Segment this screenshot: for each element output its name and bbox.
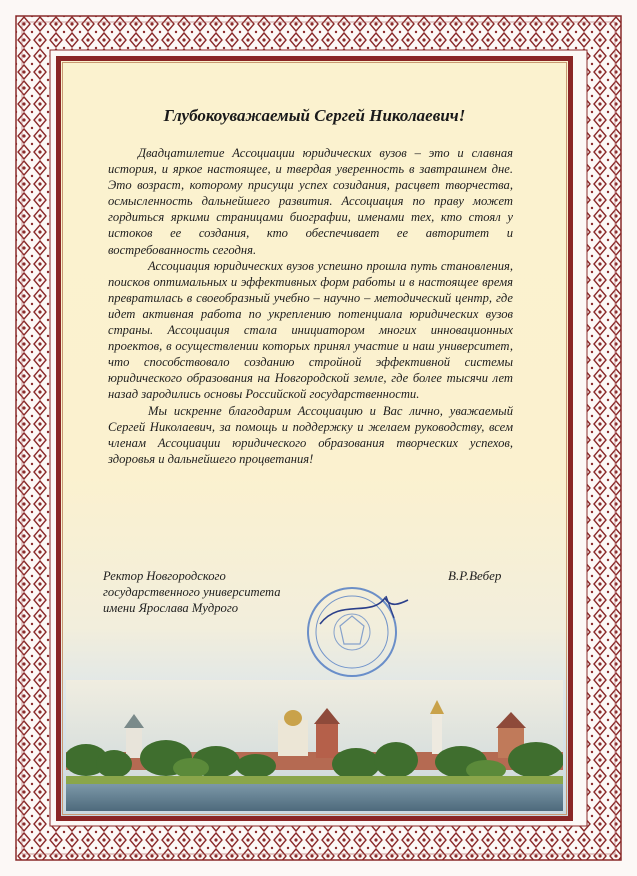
signature-name: В.Р.Вебер xyxy=(448,568,502,583)
signer-line: имени Ярослава Мудрого xyxy=(103,601,239,615)
signer-line: Ректор Новгородского xyxy=(103,569,226,583)
official-seal-stamp xyxy=(290,578,424,678)
signer-line: государственного университета xyxy=(103,585,281,599)
paragraph-3: Мы искренне благодарим Ассоциацию и Вас лично, уважаемый Сергей Николаевич, за помощь и поддержку и желаем руководству, всем членам Ассоциации юридического образования творческих успехов, здоровья и дальнейшего процветания! xyxy=(108,403,513,466)
kremlin-landscape-image xyxy=(66,680,563,811)
letter-body xyxy=(108,145,513,467)
paragraph-1: Двадцатилетие Ассоциации юридических вузов – это и славная история, и яркое настоящее, и твердая уверенность в завтрашнем дне. Это возраст, которому присущи успех созидания, расцвет творчества, осмысленность дальнейшего развития. Ассоциация по праву может гордиться яркими страницами биографии, именами тех, кто стоял у истоков ее создания, кто обеспечивает ее авторитет и востребованность сегодня. xyxy=(108,146,513,257)
paragraph-2: Ассоциация юридических вузов успешно прошла путь становления, поисков оптимальных и эффективных форм работы и в настоящее время превратилась в своеобразный учебно – научно – методический центр, где идет активная работа по укреплению потенциала юридических вузов страны. Ассоциация стала инициатором многих инновационных проектов, в осуществлении которых принял участие и наш университет, что способствовало созданию стройной эффективной системы юридического образования на Новгородской земле, где более тысячи лет назад зародились основы Российской государственности. xyxy=(108,258,513,402)
greeting-heading: Глубокоуважаемый Сергей Николаевич! xyxy=(163,106,466,125)
